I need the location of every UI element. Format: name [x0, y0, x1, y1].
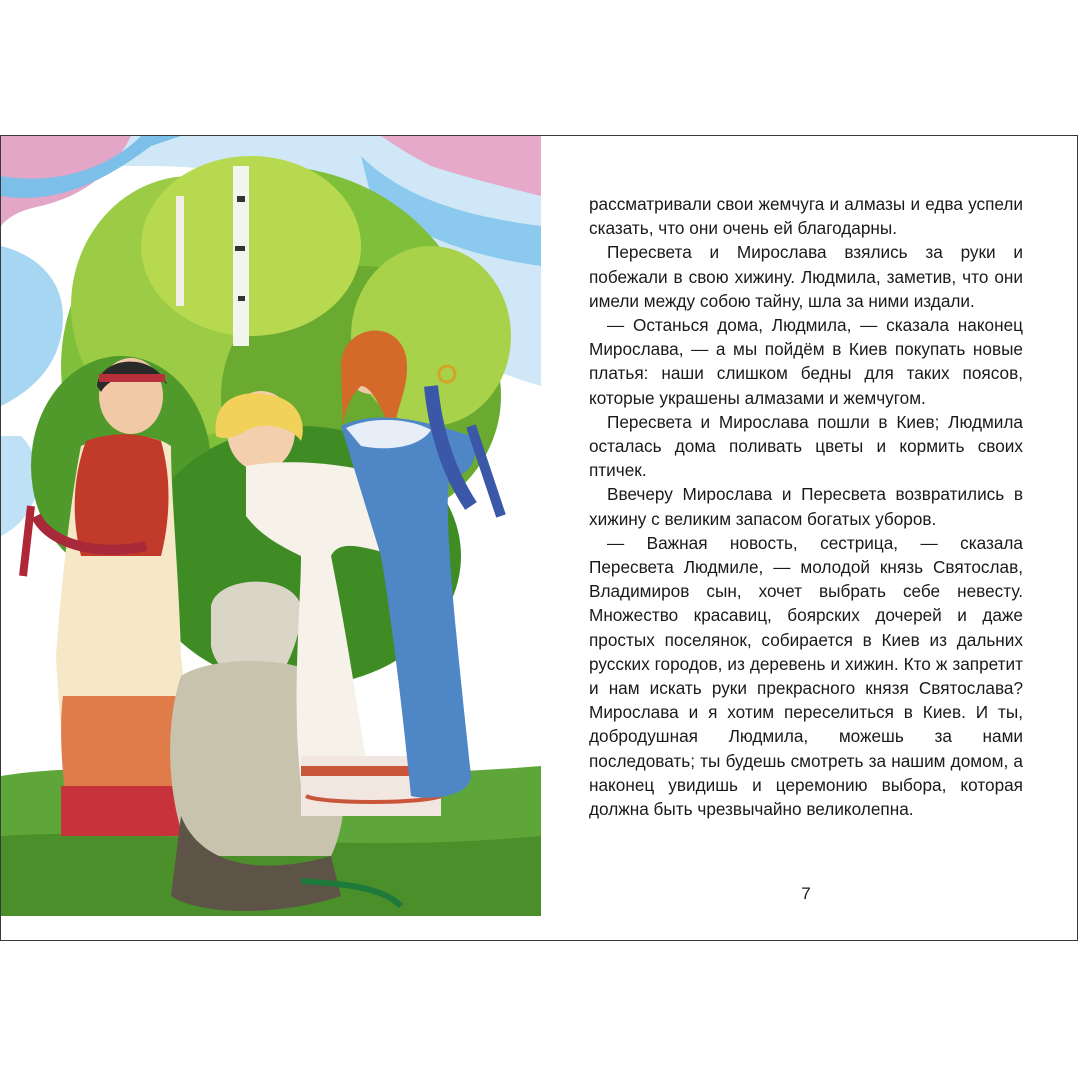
paragraph-6: — Важная новость, сестрица, — сказала Пересвета Людмиле, — молодой князь Святослав, Владимиров сын, хочет выбрать себе невесту. Множество красавиц, боярских дочерей и даже простых поселянок, собирается в Киев из дальних русских городов, из деревень и хижин. Кто ж запретит и нам искать руки прекрасного князя Святослава? Мирослава и я хотим переселиться в Киев. И ты, добродушная Людмила, можешь за нами последовать; ты будешь смотреть за нашим домом, а наконец увидишь и церемонию выбора, которая должна быть чрезвычайно великолепна. [589, 532, 1023, 820]
paragraph-2: Пересвета и Мирослава взялись за руки и побежали в свою хижину. Людмила, заметив, что они имели между собою тайну, шла за ними издали. [589, 242, 1023, 311]
book-spread [0, 135, 1078, 941]
paragraph-1: рассматривали свои жемчуга и алмазы и едва успели сказать, что они очень ей благодарны. [589, 194, 1023, 239]
text-page [589, 192, 1023, 821]
page-number: 7 [801, 884, 811, 903]
paragraph-3: — Останься дома, Людмила, — сказала наконец Мирослава, — а мы пойдём в Киев покупать новые платья: наши слишком бедны для таких поясов, которые украшены алмазами и жемчугом. [589, 315, 1023, 408]
paragraph-5: Ввечеру Мирослава и Пересвета возвратились в хижину с великим запасом богатых уборов. [589, 484, 1023, 529]
paragraph-4: Пересвета и Мирослава пошли в Киев; Людмила осталась дома поливать цветы и кормить своих птичек. [589, 411, 1023, 481]
illustration [1, 136, 541, 940]
fairy-tale-illustration [1, 136, 541, 940]
